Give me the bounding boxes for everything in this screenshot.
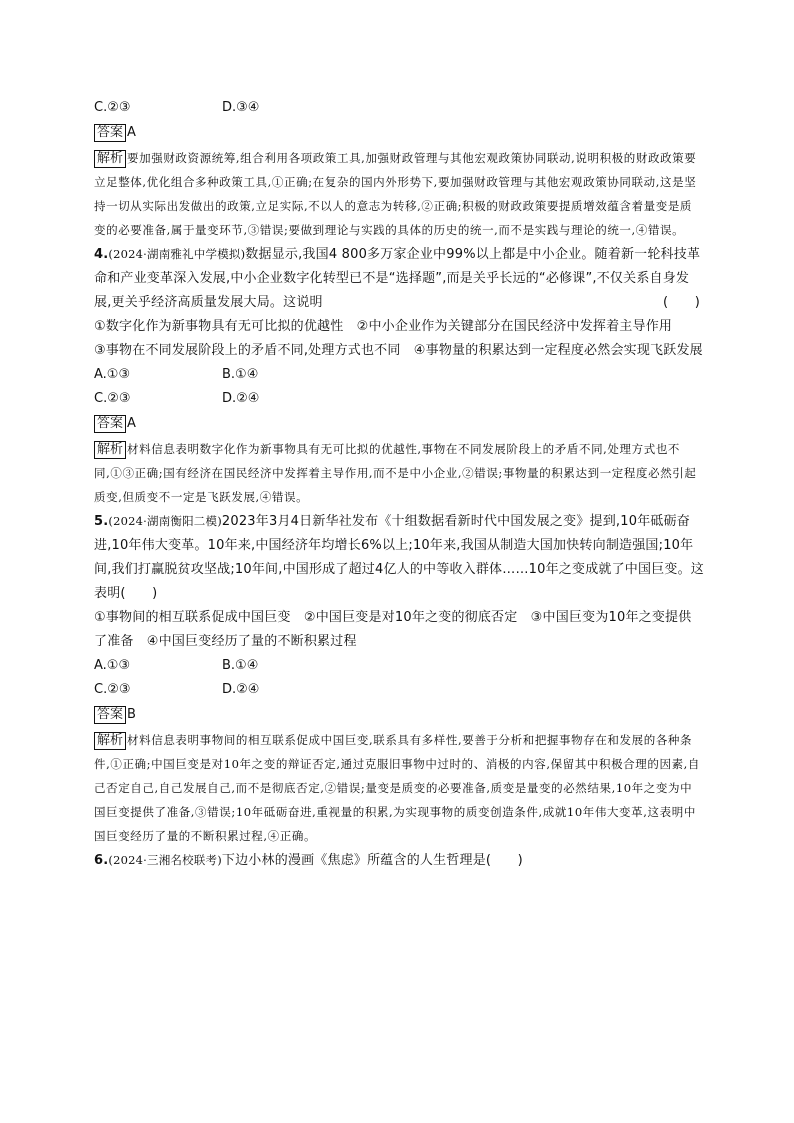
q4-answer bbox=[94, 412, 704, 436]
question-text: 2023年3月4日新华社发布《十组数据看新时代中国发展之变》提到,10年砥砺奋进,10年伟大变革。10年来,中国经济年均增长6%以上;10年来,我国从制造大国加快转向制造强国;10年间,我们打赢脱贫攻坚战;10年间,中国形成了超过4亿人的中等收入群体……10年之变成就了中国巨变。这表明( ) bbox=[94, 514, 704, 601]
explanation-text: 材料信息表明事物间的相互联系促成中国巨变,联系具有多样性,要善于分析和把握事物存在和发展的各种条件,①正确;中国巨变是对10年之变的辩证否定,通过克服旧事物中过时的、消极的内容,保留其中积极合理的因素,自己否定自己,自己发展自己,而不是彻底否定,②错误;量变是质变的必要准备,质变是量变的必然结果,10年之变为中国巨变提供了准备,③错误;10年砥砺奋进,重视量的积累,为实现事物的质变创造条件,成就10年伟大变革,这表明中国巨变经历了量的不断积累过程,④正确。 bbox=[94, 733, 701, 843]
q3-answer bbox=[94, 121, 704, 145]
question-number: 6. bbox=[94, 853, 109, 868]
explanation-text: 要加强财政资源统筹,组合利用各项政策工具,加强财政管理与其他宏观政策协同联动,说明积极的财政政策要立足整体,优化组合多种政策工具,①正确;在复杂的国内外形势下,要加强财政管理与其他宏观政策协同联动,这是坚持一切从实际出发做出的政策,立足实际,不以人的意志为转移,②正确;积极的财政政策要提质增效蕴含着量变是质变的必要准备,属于量变环节,③错误;要做到理论与实践的具体的历史的统一,而不是实践与理论的统一,④错误。 bbox=[94, 151, 697, 237]
q4-explanation bbox=[94, 437, 704, 509]
question-number: 5. bbox=[94, 514, 109, 529]
answer-value: B bbox=[127, 707, 136, 722]
q3-option-c: C.②③ bbox=[94, 100, 131, 115]
q5-option-c: C.②③ bbox=[94, 682, 131, 697]
q4-options-row1 bbox=[94, 363, 704, 387]
q4-stem bbox=[94, 242, 704, 315]
q5-stem bbox=[94, 509, 704, 606]
q6-stem bbox=[94, 848, 704, 873]
q5-option-a: A.①③ bbox=[94, 658, 131, 673]
explanation-tag: 解析 bbox=[94, 150, 126, 168]
q4-statements-b: ③事物在不同发展阶段上的矛盾不同,处理方式也不同 ④事物量的积累达到一定程度必然会实现飞跃发展 bbox=[94, 343, 703, 358]
question-source: (2024·三湘名校联考) bbox=[108, 853, 222, 867]
q5-options-row2 bbox=[94, 678, 704, 702]
question-text: 数据显示,我国4 800多万家企业中99%以上都是中小企业。随着新一轮科技革命和产业变革深入发展,中小企业数字化转型已不是“选择题”,而是关乎长远的“必修课”,不仅关系自身发展,更关乎经济高质量发展大局。这说明 bbox=[94, 247, 701, 310]
question-source: (2024·湖南衡阳二模) bbox=[108, 514, 222, 528]
q4-option-a: A.①③ bbox=[94, 367, 131, 382]
answer-bracket: ( ) bbox=[663, 295, 700, 310]
q5-option-d: D.②④ bbox=[222, 682, 260, 697]
q5-option-b: B.①④ bbox=[222, 658, 259, 673]
answer-tag: 答案 bbox=[94, 706, 126, 724]
q4-statements-a: ①数字化作为新事物具有无可比拟的优越性 ②中小企业作为关键部分在国民经济中发挥着主导作用 bbox=[94, 319, 673, 334]
answer-value: A bbox=[127, 416, 136, 431]
q5-explanation bbox=[94, 728, 704, 848]
question-text: 下边小林的漫画《焦虑》所蕴含的人生哲理是( ) bbox=[221, 853, 523, 868]
explanation-tag: 解析 bbox=[94, 441, 126, 459]
q3-option-d: D.③④ bbox=[222, 100, 260, 115]
explanation-text: 材料信息表明数字化作为新事物具有无可比拟的优越性,事物在不同发展阶段上的矛盾不同,处理方式也不同,①③正确;国有经济在国民经济中发挥着主导作用,而不是中小企业,②错误;事物量的积累达到一定程度必然引起质变,但质变不一定是飞跃发展,④错误。 bbox=[94, 442, 697, 504]
q3-explanation bbox=[94, 146, 704, 242]
q4-option-b: B.①④ bbox=[222, 367, 259, 382]
q3-options-row2 bbox=[94, 96, 704, 120]
q5-answer bbox=[94, 703, 704, 727]
q5-options-row1 bbox=[94, 654, 704, 678]
answer-tag: 答案 bbox=[94, 415, 126, 433]
q5-statements: ①事物间的相互联系促成中国巨变 ②中国巨变是对10年之变的彻底否定 ③中国巨变为10年之变提供了准备 ④中国巨变经历了量的不断积累过程 bbox=[94, 610, 692, 649]
q4-option-c: C.②③ bbox=[94, 391, 131, 406]
question-number: 4. bbox=[94, 247, 109, 262]
answer-value: A bbox=[127, 125, 136, 140]
explanation-tag: 解析 bbox=[94, 732, 126, 750]
answer-tag: 答案 bbox=[94, 124, 126, 142]
question-source: (2024·湖南雅礼中学模拟) bbox=[108, 247, 246, 261]
q4-option-d: D.②④ bbox=[222, 391, 260, 406]
q4-options-row2 bbox=[94, 387, 704, 411]
document-page bbox=[94, 96, 704, 873]
